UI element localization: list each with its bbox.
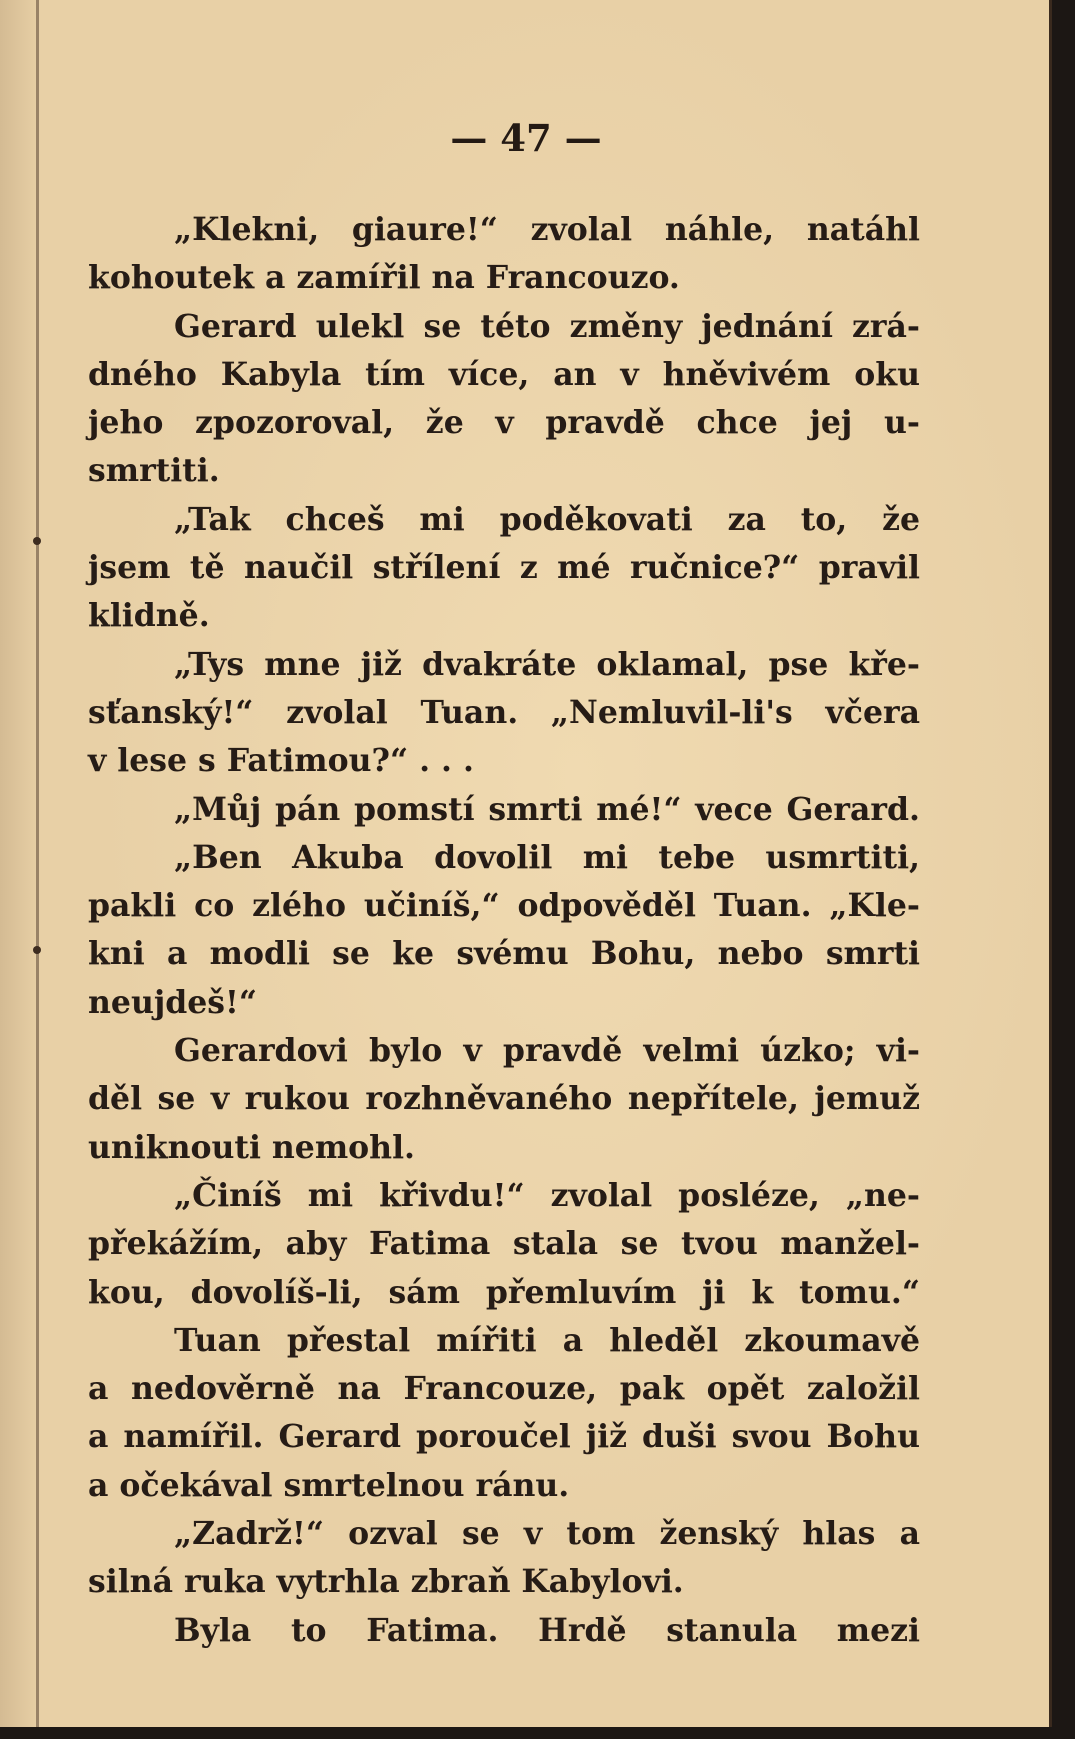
text-line: „Tak chceš mi poděkovati za to, že (174, 500, 920, 538)
text-line: sťanský!“ zvolal Tuan. „Nemluvil-li's včera (88, 693, 920, 731)
text-line: jeho zpozoroval, že v pravdě chce jej u- (88, 404, 920, 442)
text-line: Byla to Fatima. Hrdě stanula mezi (174, 1611, 920, 1649)
binding-edge (36, 0, 39, 1727)
text-line: „Ben Akuba dovolil mi tebe usmrtiti, (174, 838, 920, 876)
text-line: „Klekni, giaure!“ zvolal náhle, natáhl (174, 211, 920, 248)
text-line: kni a modli se ke svému Bohu, nebo smrti (88, 935, 920, 973)
text-line: kou, dovolíš-li, sám přemluvím ji k tomu.“ (88, 1273, 920, 1311)
text-line: Gerard ulekl se této změny jednání zrá- (174, 307, 920, 345)
page-number: — 47 — (450, 116, 602, 160)
text-line: Tuan přestal mířiti a hleděl zkoumavě (174, 1321, 920, 1359)
text-line: silná ruka vytrhla zbraň Kabylovi. (88, 1563, 684, 1601)
text-line: překážím, aby Fatima stala se tvou manžel- (88, 1225, 920, 1263)
text-line: a namířil. Gerard poroučel již duši svou Bohu (88, 1418, 920, 1456)
text-line: kohoutek a zamířil na Francouzo. (88, 259, 680, 297)
text-line: Gerardovi bylo v pravdě velmi úzko; vi- (174, 1032, 920, 1070)
text-line: „Činíš mi křivdu!“ zvolal posléze, „ne- (174, 1176, 920, 1214)
text-line: a očekával smrtelnou ránu. (88, 1466, 570, 1504)
text-line: smrtiti. (88, 452, 220, 490)
edge-mark-upper (33, 537, 41, 545)
edge-mark-lower (33, 946, 41, 954)
text-line: klidně. (88, 597, 210, 635)
text-line: uniknouti nemohl. (88, 1128, 416, 1166)
text-line: jsem tě naučil střílení z mé ručnice?“ pravil (88, 549, 920, 587)
text-line: v lese s Fatimou?“ . . . (88, 742, 474, 780)
text-line: pakli co zlého učiníš,“ odpověděl Tuan. „Kle- (88, 887, 920, 925)
text-line: „Zadrž!“ ozval se v tom ženský hlas a (174, 1515, 920, 1553)
text-line: „Tys mne již dvakráte oklamal, pse kře- (174, 645, 920, 683)
text-line: neujdeš!“ (88, 983, 257, 1021)
text-line: děl se v rukou rozhněvaného nepřítele, jemuž (88, 1080, 920, 1118)
body-text (88, 206, 920, 1655)
text-line: a nedověrně na Francouze, pak opět založil (88, 1370, 920, 1408)
text-line: „Můj pán pomstí smrti mé!“ vece Gerard. (174, 790, 920, 828)
text-line: dného Kabyla tím více, an v hněvivém oku (88, 355, 920, 393)
